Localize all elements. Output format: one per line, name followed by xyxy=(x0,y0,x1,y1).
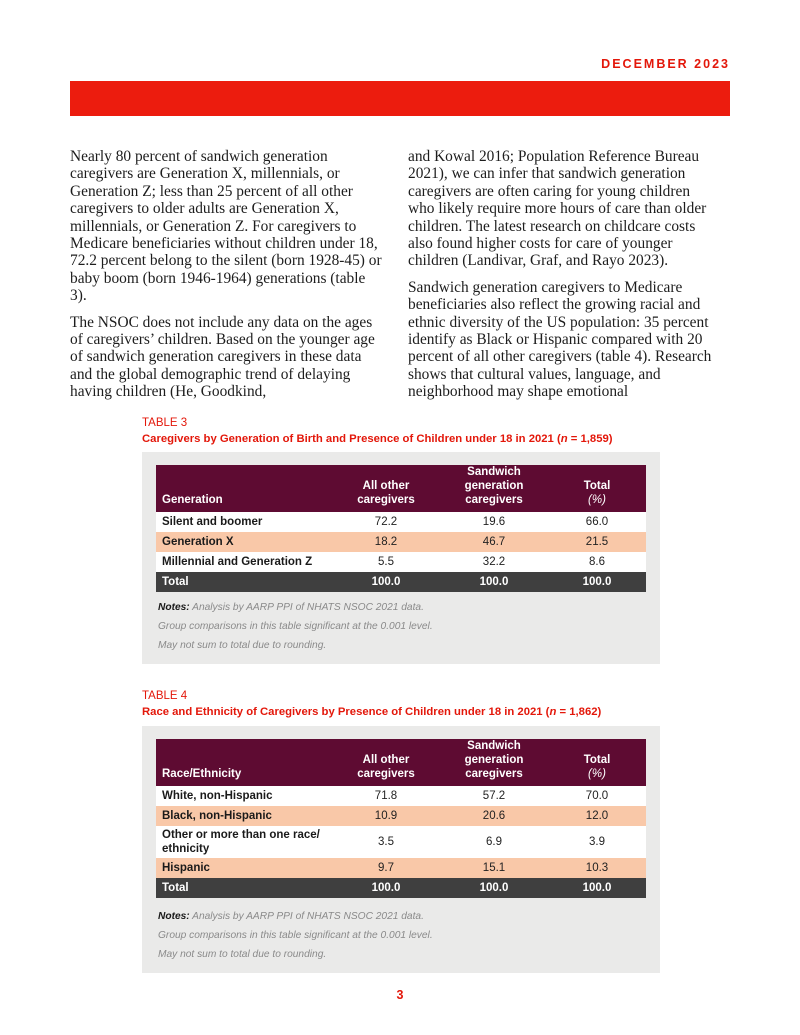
table-row xyxy=(156,858,646,878)
table3-label: TABLE 3 xyxy=(142,417,188,429)
cell: 10.3 xyxy=(548,858,646,878)
row-label: White, non-Hispanic xyxy=(156,786,332,806)
cell: 66.0 xyxy=(548,512,646,532)
cell: 3.5 xyxy=(332,826,440,858)
note-line: Notes: Analysis by AARP PPI of NHATS NSOC 2021 data. xyxy=(158,911,424,922)
cell: 100.0 xyxy=(548,878,646,898)
column-header: Generation xyxy=(156,465,332,512)
table4-notes xyxy=(158,907,433,964)
cell: 100.0 xyxy=(332,878,440,898)
cell: 6.9 xyxy=(440,826,548,858)
cell: 19.6 xyxy=(440,512,548,532)
cell: 46.7 xyxy=(440,532,548,552)
column-header: Total (%) xyxy=(548,739,646,786)
table-row xyxy=(156,552,646,572)
cell: 100.0 xyxy=(440,878,548,898)
cell: 3.9 xyxy=(548,826,646,858)
row-label: Generation X xyxy=(156,532,332,552)
header-date: DECEMBER 2023 xyxy=(601,57,730,71)
cell: 71.8 xyxy=(332,786,440,806)
column-header: All other caregivers xyxy=(332,739,440,786)
column-header: Sandwich generation caregivers xyxy=(440,465,548,512)
table-header-row xyxy=(156,465,646,512)
row-label: Silent and boomer xyxy=(156,512,332,532)
column-header: Sandwich generation caregivers xyxy=(440,739,548,786)
cell: 5.5 xyxy=(332,552,440,572)
table-row xyxy=(156,826,646,858)
note-line: May not sum to total due to rounding. xyxy=(158,949,327,960)
cell: 10.9 xyxy=(332,806,440,826)
paragraph: Nearly 80 percent of sandwich generation caregivers are Generation X, millennials, or Generation Z; less than 25 percent of all other caregivers to older adults are Generation X, millennials, or Generation Z. For caregivers to Medicare beneficiaries without children under 18, 72.2 percent belong to the silent (born 1928-45) or baby boom (born 1946-1964) generations (table 3). xyxy=(70,148,382,305)
paragraph: The NSOC does not include any data on the ages of caregivers’ children. Based on the younger age of sandwich generation caregivers in these data and the global demographic trend of delaying having children (He, Goodkind, xyxy=(70,313,375,401)
cell: 20.6 xyxy=(440,806,548,826)
cell: 70.0 xyxy=(548,786,646,806)
cell: 9.7 xyxy=(332,858,440,878)
cell: 72.2 xyxy=(332,512,440,532)
paragraph: and Kowal 2016; Population Reference Bureau 2021), we can infer that sandwich generation caregivers are often caring for young children who likely require more hours of care than older children. The latest research on childcare costs also found higher costs for care of younger children (Landivar, Graf, and Rayo 2023). xyxy=(408,148,707,270)
table-header-row xyxy=(156,739,646,786)
cell: 100.0 xyxy=(548,572,646,592)
table-total-row xyxy=(156,572,646,592)
table4 xyxy=(156,739,646,898)
row-label: Hispanic xyxy=(156,858,332,878)
table4-label: TABLE 4 xyxy=(142,690,188,702)
column-header: Total (%) xyxy=(548,465,646,512)
column-header: All other caregivers xyxy=(332,465,440,512)
table-row xyxy=(156,512,646,532)
body-column-right xyxy=(408,148,720,410)
page-number: 3 xyxy=(396,988,404,1002)
table3 xyxy=(156,465,646,592)
column-header: Race/Ethnicity xyxy=(156,739,332,786)
table4-panel xyxy=(142,726,660,973)
table-total-row xyxy=(156,878,646,898)
cell: 57.2 xyxy=(440,786,548,806)
paragraph: Sandwich generation caregivers to Medicare beneficiaries also reflect the growing racial and ethnic diversity of the US population: 35 percent identify as Black or Hispanic compared with 20 percent of all other caregivers (table 4). Research shows that cultural values, language, and neighborhood may shape emotional xyxy=(408,278,712,401)
table-row xyxy=(156,532,646,552)
table3-title: Caregivers by Generation of Birth and Presence of Children under 18 in 2021 (n = 1,859) xyxy=(142,433,613,445)
header-banner xyxy=(70,81,730,116)
row-label: Black, non-Hispanic xyxy=(156,806,332,826)
cell: 12.0 xyxy=(548,806,646,826)
note-line: May not sum to total due to rounding. xyxy=(158,640,327,651)
table-row xyxy=(156,806,646,826)
row-label: Millennial and Generation Z xyxy=(156,552,332,572)
table3-panel xyxy=(142,452,660,664)
cell: 8.6 xyxy=(548,552,646,572)
note-line: Group comparisons in this table significant at the 0.001 level. xyxy=(158,930,433,941)
body-column-left xyxy=(70,148,382,410)
table3-notes xyxy=(158,598,433,655)
note-line: Group comparisons in this table significant at the 0.001 level. xyxy=(158,621,433,632)
note-line: Notes: Analysis by AARP PPI of NHATS NSOC 2021 data. xyxy=(158,602,424,613)
cell: 18.2 xyxy=(332,532,440,552)
row-label: Other or more than one race/ ethnicity xyxy=(156,826,332,858)
cell: 15.1 xyxy=(440,858,548,878)
row-label: Total xyxy=(156,878,332,898)
table4-title: Race and Ethnicity of Caregivers by Presence of Children under 18 in 2021 (n = 1,862) xyxy=(142,706,602,718)
cell: 100.0 xyxy=(440,572,548,592)
table-row xyxy=(156,786,646,806)
cell: 21.5 xyxy=(548,532,646,552)
cell: 32.2 xyxy=(440,552,548,572)
row-label: Total xyxy=(156,572,332,592)
cell: 100.0 xyxy=(332,572,440,592)
